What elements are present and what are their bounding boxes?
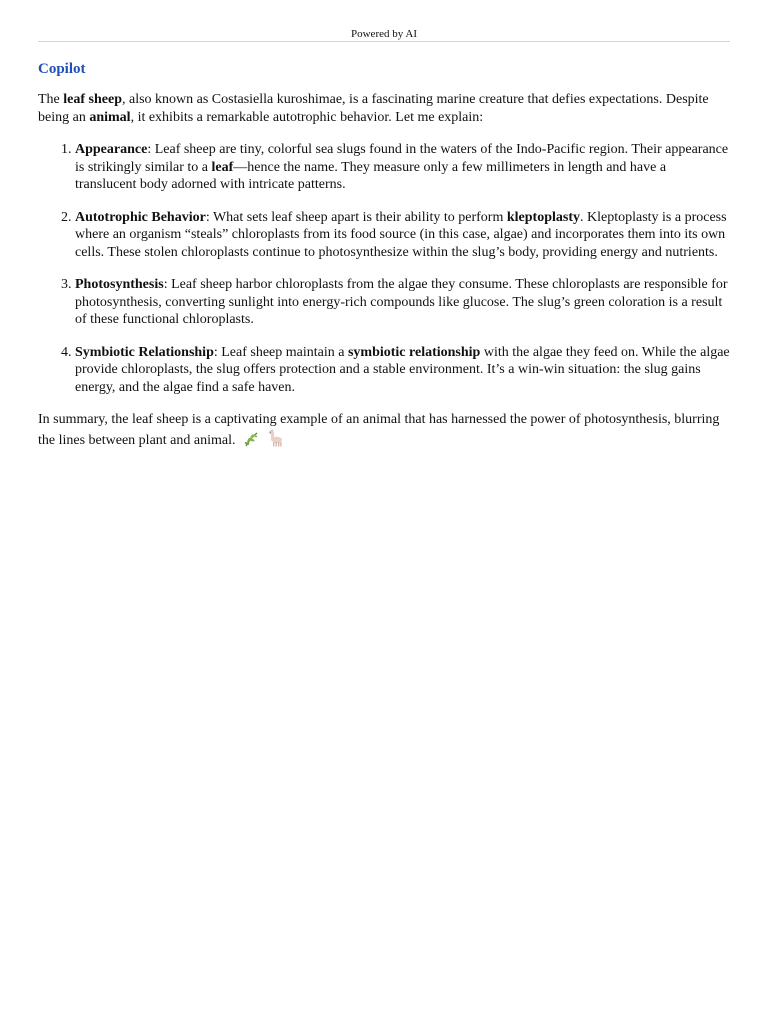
list-item-photosynthesis — [75, 276, 730, 329]
point-bold: symbiotic relationship — [347, 344, 481, 360]
point-title: Photosynthesis — [75, 277, 164, 292]
assistant-name: Copilot — [38, 61, 86, 77]
intro-text-3: , it exhibits a remarkable autotrophic behavior. Let me explain: — [130, 109, 484, 125]
herb-emoji-icon — [243, 431, 259, 453]
summary-paragraph — [38, 411, 730, 452]
list-item-symbiotic-relationship — [75, 344, 730, 397]
point-title: Appearance — [75, 142, 148, 157]
point-text: with the algae they feed on. While the algae provide chloroplasts, the slug offers protection and a stable environment. It’s a win-win situation: the slug gains energy, and the algae find a safe haven. — [75, 344, 730, 395]
intro-paragraph — [38, 91, 730, 126]
point-title: Autotrophic Behavior — [75, 209, 206, 225]
point-text: : Leaf sheep are tiny, colorful sea slugs found in the waters of the Indo-Pacific region. Their appearance is strikingly similar to a — [75, 142, 729, 175]
point-text: : Leaf sheep maintain a — [213, 344, 348, 360]
intro-text-1: The — [38, 92, 64, 107]
point-title: Symbiotic Relationship — [75, 344, 214, 360]
intro-bold-animal: animal — [89, 109, 131, 125]
header-divider — [38, 41, 730, 42]
intro-text-2: , also known as Costasiella kuroshimae, is a fascinating marine creature that defies expectations. Despite being an — [38, 92, 709, 125]
powered-by-label: Powered by AI — [351, 28, 417, 40]
point-bold: leaf — [211, 159, 234, 175]
list-item-appearance — [75, 141, 730, 194]
intro-bold-leaf-sheep: leaf sheep — [63, 92, 122, 107]
list-item-autotrophic-behavior — [75, 209, 730, 262]
point-text: : What sets leaf sheep apart is their ability to perform — [205, 209, 507, 225]
point-text: —hence the name. They measure only a few millimeters in length and have a translucent body adorned with intricate patterns. — [75, 159, 667, 192]
point-bold: kleptoplasty — [506, 209, 580, 225]
explanation-list — [38, 141, 730, 396]
point-text: : Leaf sheep harbor chloroplasts from the algae they consume. These chloroplasts are responsible for photosynthesis, converting sunlight into energy-rich compounds like glucose. The slug’s green coloration is a result of these functional chloroplasts. — [75, 277, 728, 327]
summary-text: In summary, the leaf sheep is a captivating example of an animal that has harnessed the power of photosynthesis, blurring the lines between plant and animal. — [38, 412, 720, 448]
llama-emoji-icon — [267, 429, 283, 453]
point-text: . Kleptoplasty is a process where an organism “steals” chloroplasts from its food source (in this case, algae) and incorporates them into its own cells. These stolen chloroplasts continue to photosynthesize within the slug’s body, providing energy and nutrients. — [75, 209, 727, 260]
page — [38, 0, 730, 452]
